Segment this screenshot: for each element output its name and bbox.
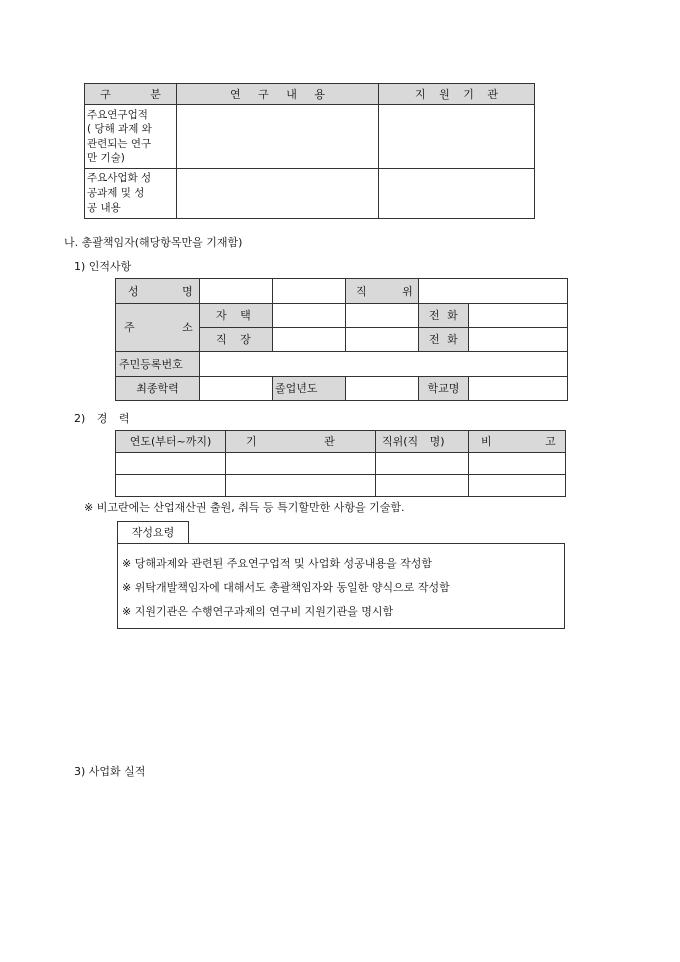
career-header-period: 연도(부터~까지)	[116, 431, 226, 453]
career-cell[interactable]	[469, 453, 566, 475]
home-phone-value[interactable]	[469, 304, 568, 328]
name-label: 성 명	[116, 279, 200, 304]
section-2-heading: 2) 경 력	[74, 412, 130, 425]
career-table	[115, 430, 566, 497]
remarks-note: ※ 비고란에는 산업재산권 출원, 취득 등 특기할만한 사항을 기술함.	[84, 501, 405, 514]
name-value[interactable]	[200, 279, 273, 304]
address-label: 주 소	[116, 304, 200, 352]
work-label: 직 장	[200, 328, 273, 352]
research-table	[84, 83, 535, 219]
home-label: 자 택	[200, 304, 273, 328]
career-cell[interactable]	[226, 453, 376, 475]
cell-commercialization-content[interactable]	[177, 169, 379, 219]
guide-item: ※ 위탁개발책임자에 대해서도 총괄책임자와 동일한 양식으로 작성함	[122, 581, 450, 594]
education-value[interactable]	[200, 377, 273, 401]
work-address-value[interactable]	[273, 328, 346, 352]
career-cell[interactable]	[116, 475, 226, 497]
education-label: 최종학력	[116, 377, 200, 401]
home-address-value-2[interactable]	[346, 304, 419, 328]
cell-research-content[interactable]	[177, 105, 379, 169]
name-value-2[interactable]	[273, 279, 346, 304]
home-address-value[interactable]	[273, 304, 346, 328]
work-address-value-2[interactable]	[346, 328, 419, 352]
career-header-position: 직위(직 명)	[376, 431, 469, 453]
career-cell[interactable]	[226, 475, 376, 497]
career-cell[interactable]	[116, 453, 226, 475]
work-phone-label: 전 화	[419, 328, 469, 352]
career-header-remarks: 비 고	[469, 431, 566, 453]
section-na-heading: 나. 총괄책임자(해당항목만을 기재함)	[64, 236, 243, 249]
school-value[interactable]	[469, 377, 568, 401]
work-phone-value[interactable]	[469, 328, 568, 352]
grad-year-value[interactable]	[346, 377, 419, 401]
career-cell[interactable]	[469, 475, 566, 497]
career-cell[interactable]	[376, 475, 469, 497]
row-label-commercialization: 주요사업화 성 공과제 및 성 공 내용	[85, 169, 177, 219]
header-research-content: 연 구 내 용	[177, 84, 379, 105]
position-value[interactable]	[419, 279, 568, 304]
header-category: 구 분	[85, 84, 177, 105]
guide-box	[117, 543, 565, 629]
grad-year-label: 졸업년도	[273, 377, 346, 401]
guide-item: ※ 지원기관은 수행연구과제의 연구비 지원기관을 명시함	[122, 605, 394, 618]
row-label-research: 주요연구업적 ( 당해 과제 와 관련되는 연구 만 기술)	[85, 105, 177, 169]
guide-item: ※ 당해과제와 관련된 주요연구업적 및 사업화 성공내용을 작성함	[122, 557, 432, 570]
section-3-heading: 3) 사업화 실적	[74, 765, 146, 778]
section-1-heading: 1) 인적사항	[74, 260, 132, 273]
id-number-value[interactable]	[200, 352, 568, 377]
cell-commercialization-agency[interactable]	[379, 169, 535, 219]
position-label: 직 위	[346, 279, 419, 304]
home-phone-label: 전 화	[419, 304, 469, 328]
personal-info-table	[115, 278, 568, 401]
header-support-agency: 지 원 기 관	[379, 84, 535, 105]
school-label: 학교명	[419, 377, 469, 401]
id-number-label: 주민등록번호	[116, 352, 200, 377]
career-header-org: 기 관	[226, 431, 376, 453]
guide-tab: 작성요령	[117, 521, 189, 544]
cell-research-agency[interactable]	[379, 105, 535, 169]
career-cell[interactable]	[376, 453, 469, 475]
